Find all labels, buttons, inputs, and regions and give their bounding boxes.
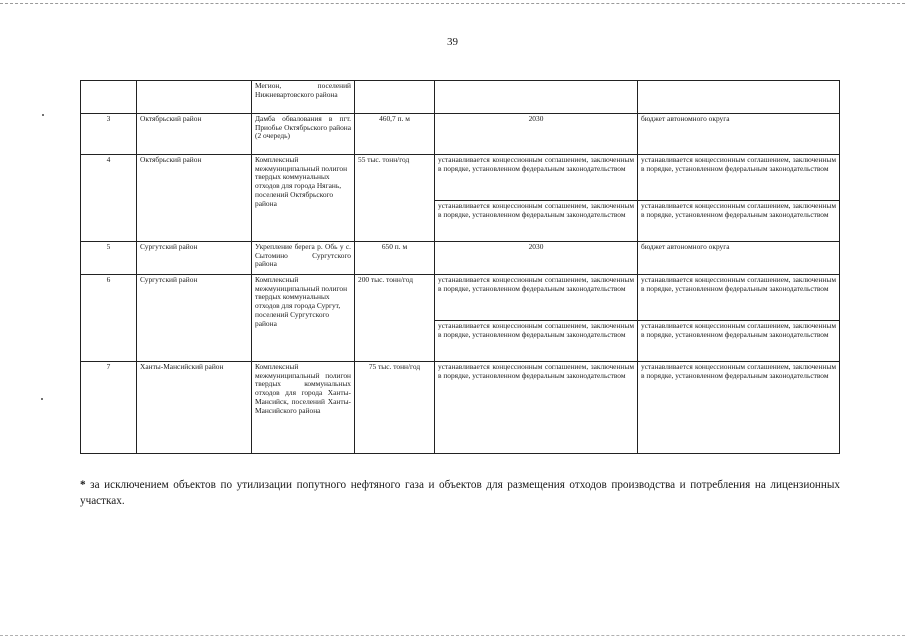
source-cell: устанавливается концессионным соглашением, заключенным в порядке, установленном федеральным законодательством (638, 321, 840, 362)
row-number: 3 (81, 114, 137, 155)
table-row (81, 275, 840, 321)
row-number: 5 (81, 242, 137, 275)
row-number: 6 (81, 275, 137, 362)
district-cell: Сургутский район (137, 275, 252, 362)
term-cell: 2030 (435, 242, 638, 275)
scan-edge-top (0, 3, 905, 4)
table-row (81, 114, 840, 155)
capacity-cell: 200 тыс. тонн/год (355, 275, 435, 362)
capacity-cell: 650 п. м (355, 242, 435, 275)
term-cell: устанавливается концессионным соглашением, заключенным в порядке, установленном федеральным законодательством (435, 201, 638, 242)
scan-speck (42, 114, 44, 116)
capacity-cell (355, 81, 435, 114)
footnote-text: за исключением объектов по утилизации попутного нефтяного газа и объектов для размещения отходов производства и потребления на лицензионных участках. (80, 479, 840, 507)
scan-speck (41, 398, 43, 400)
table-row (81, 362, 840, 454)
object-cell: Комплексный межмуниципальный полигон твердых коммунальных отходов для города Нягань, поселений Октябрьского района (252, 155, 355, 242)
row-number: 4 (81, 155, 137, 242)
source-cell: устанавливается концессионным соглашением, заключенным в порядке, установленном федеральным законодательством (638, 275, 840, 321)
object-cell: Укрепление берега р. Обь у с. Сытомино Сургутского района (252, 242, 355, 275)
term-cell: устанавливается концессионным соглашением, заключенным в порядке, установленном федеральным законодательством (435, 321, 638, 362)
objects-table (80, 80, 840, 454)
object-cell: Комплексный межмуниципальный полигон твердых коммунальных отходов для города Ханты-Мансийск, поселений Ханты-Мансийского района (252, 362, 355, 454)
source-cell: бюджет автономного округа (638, 114, 840, 155)
page-number: 39 (447, 36, 458, 48)
table-row (81, 81, 840, 114)
district-cell: Октябрьский район (137, 114, 252, 155)
footnote (80, 478, 840, 510)
table-row (81, 155, 840, 201)
source-cell: устанавливается концессионным соглашением, заключенным в порядке, установленном федеральным законодательством (638, 201, 840, 242)
scan-edge-bottom (0, 635, 905, 636)
object-cell: Мегион, поселений Нижневартовского района (252, 81, 355, 114)
term-cell: устанавливается концессионным соглашением, заключенным в порядке, установленном федеральным законодательством (435, 155, 638, 201)
term-cell: 2030 (435, 114, 638, 155)
table-row (81, 242, 840, 275)
object-cell: Комплексный межмуниципальный полигон твердых коммунальных отходов для города Сургут, поселений Сургутского района (252, 275, 355, 362)
footnote-marker: * (80, 479, 86, 491)
district-cell (137, 81, 252, 114)
capacity-cell: 460,7 п. м (355, 114, 435, 155)
row-number (81, 81, 137, 114)
object-cell: Дамба обвалования в пгт. Приобье Октябрьского района (2 очередь) (252, 114, 355, 155)
district-cell: Октябрьский район (137, 155, 252, 242)
term-cell: устанавливается концессионным соглашением, заключенным в порядке, установленном федеральным законодательством (435, 275, 638, 321)
capacity-cell: 55 тыс. тонн/год (355, 155, 435, 242)
source-cell: устанавливается концессионным соглашением, заключенным в порядке, установленном федеральным законодательством (638, 362, 840, 454)
capacity-cell: 75 тыс. тонн/год (355, 362, 435, 454)
source-cell: бюджет автономного округа (638, 242, 840, 275)
row-number: 7 (81, 362, 137, 454)
term-cell (435, 81, 638, 114)
term-cell: устанавливается концессионным соглашением, заключенным в порядке, установленном федеральным законодательством (435, 362, 638, 454)
source-cell (638, 81, 840, 114)
district-cell: Ханты-Мансийский район (137, 362, 252, 454)
source-cell: устанавливается концессионным соглашением, заключенным в порядке, установленном федеральным законодательством (638, 155, 840, 201)
district-cell: Сургутский район (137, 242, 252, 275)
